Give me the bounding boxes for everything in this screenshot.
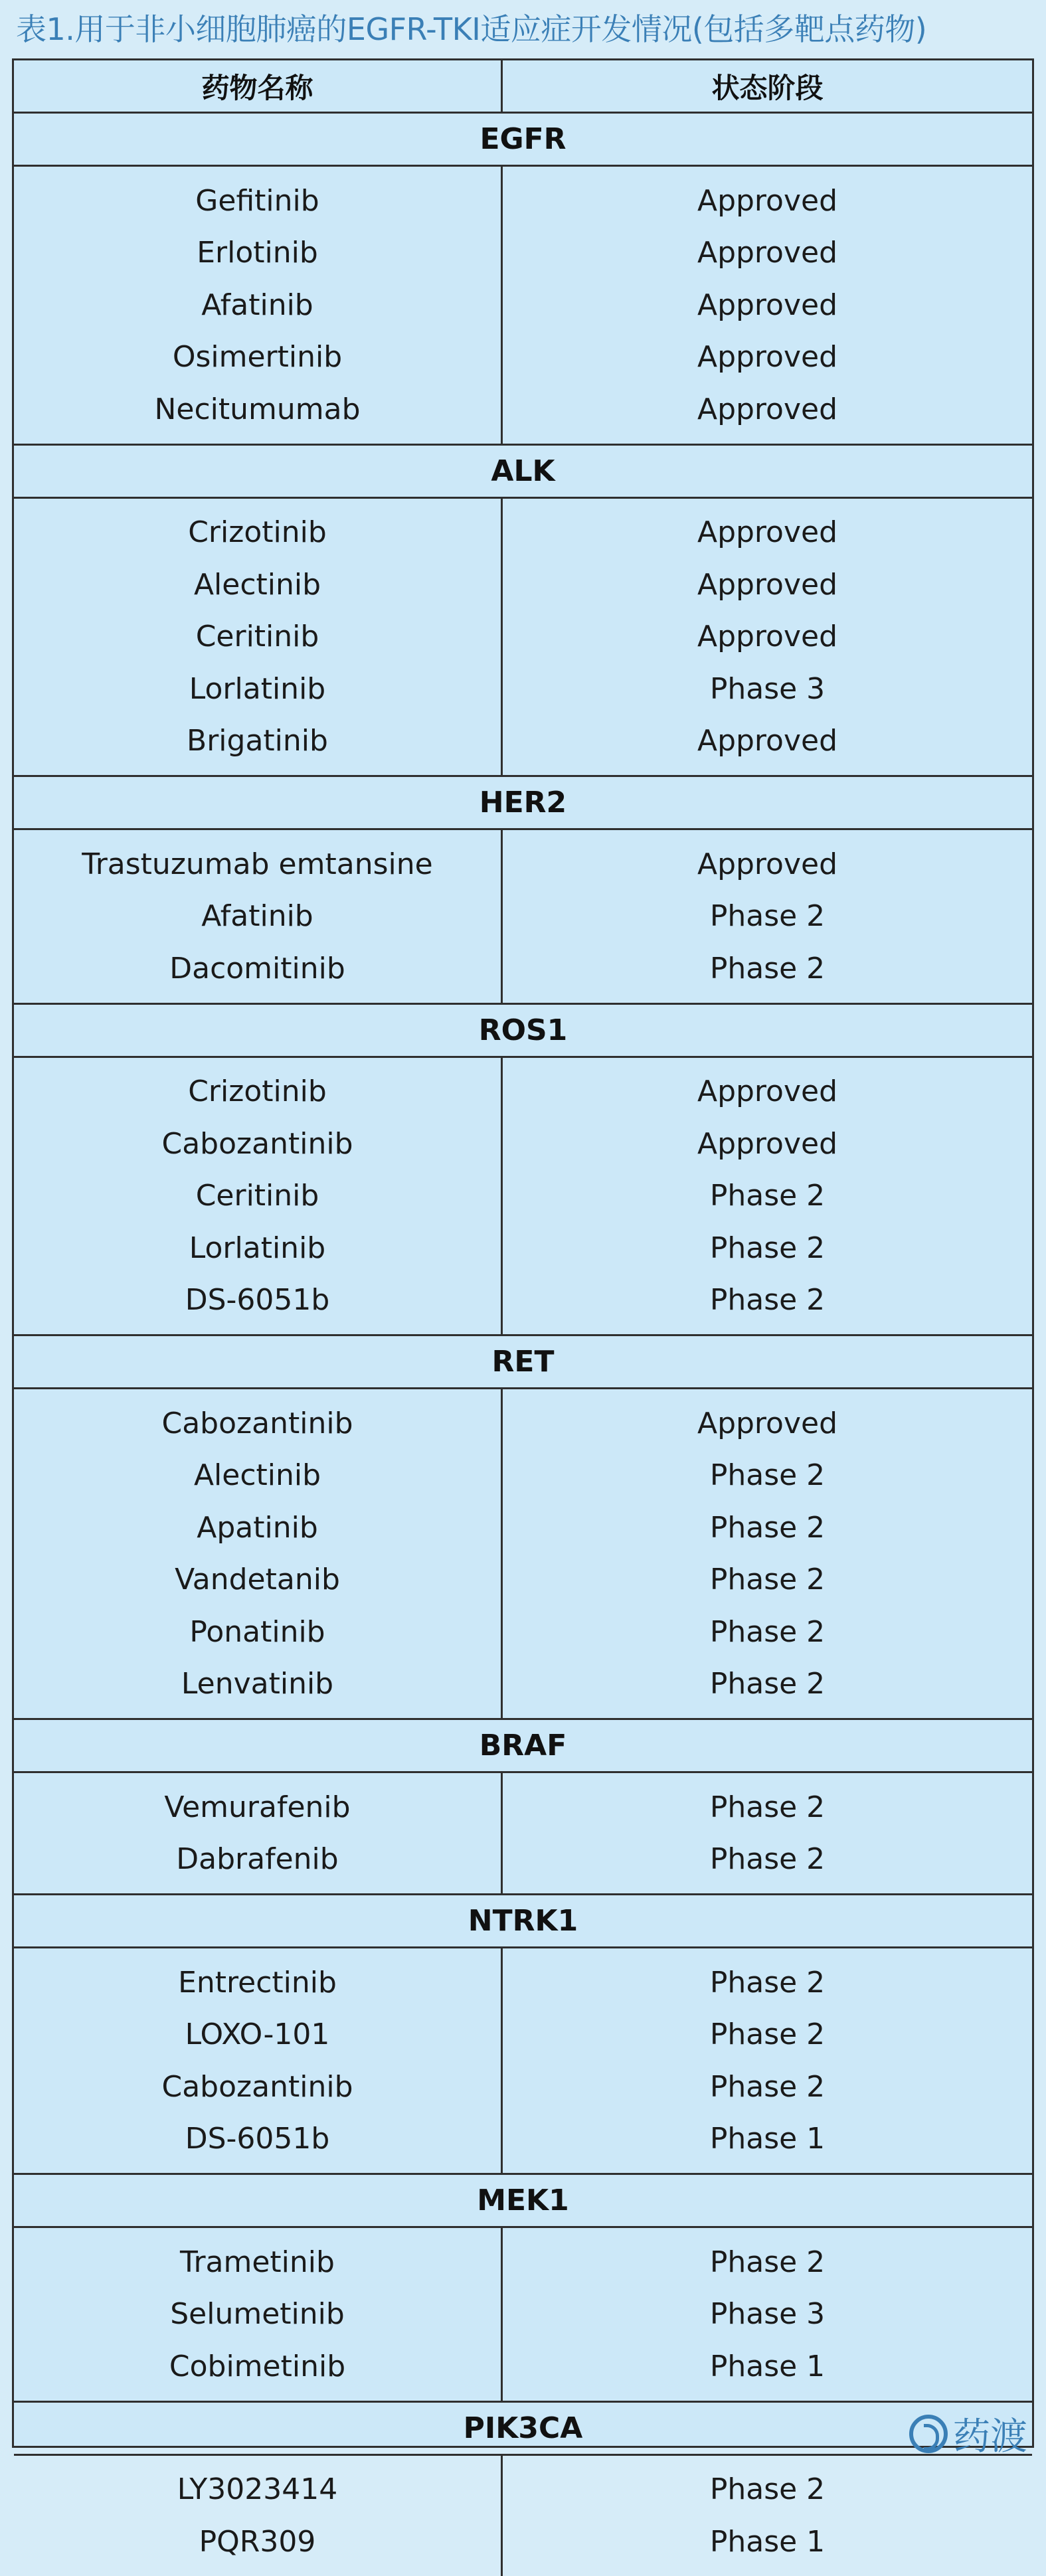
status-stage-cell: Approved [697,236,838,270]
status-stage-cell: Approved [697,847,838,881]
drug-name-cell: Alectinib [193,1458,321,1493]
group-body-mek1 [14,2228,1032,2403]
status-stage-cell: Approved [697,1074,838,1109]
status-stage-cell: Approved [697,515,838,550]
group-body-her2 [14,830,1032,1005]
status-stage-cell: Phase 2 [709,951,826,986]
status-stage-cell: Phase 2 [709,1842,826,1877]
drug-name-cell: Crizotinib [188,515,327,550]
group-title-ros1: ROS1 [14,1005,1032,1058]
drug-name-column [14,2456,503,2576]
status-stage-column [503,1948,1032,2173]
drug-name-cell: Cabozantinib [161,2069,353,2104]
status-stage-cell: Phase 2 [709,1283,826,1318]
status-stage-cell: Phase 2 [709,1667,826,1701]
drug-name-cell: Lenvatinib [181,1667,334,1701]
watermark-logo [909,2407,1027,2460]
drug-name-column [14,1773,503,1893]
status-stage-cell: Phase 2 [709,1179,826,1213]
drug-name-column [14,499,503,776]
drug-name-cell: Entrectinib [178,1965,337,2000]
header-drug-name: 药物名称 [14,60,503,112]
drug-name-cell: Gefitinib [195,183,319,218]
drug-name-column [14,830,503,1003]
group-title-alk: ALK [14,446,1032,499]
group-title-her2: HER2 [14,777,1032,830]
drug-name-column [14,1389,503,1718]
drug-name-column [14,1058,503,1335]
status-stage-cell: Phase 3 [709,671,826,706]
status-stage-column [503,167,1032,444]
drug-name-column [14,1948,503,2173]
group-body-ret [14,1389,1032,1720]
table-groups [14,114,1032,2576]
status-stage-column [503,1773,1032,1893]
status-stage-cell: Phase 2 [709,2069,826,2104]
status-stage-cell: Phase 2 [709,1458,826,1493]
drug-name-cell: Dacomitinib [169,951,345,986]
drug-table [12,58,1034,2559]
status-stage-column [503,2228,1032,2401]
status-stage-cell: Phase 2 [709,1614,826,1649]
drug-name-cell: PQR309 [199,2524,316,2559]
status-stage-cell: Phase 2 [709,2245,826,2279]
status-stage-cell: Approved [697,1126,838,1161]
status-stage-cell: Approved [697,724,838,758]
group-body-ntrk1 [14,1948,1032,2175]
status-stage-cell: Phase 1 [709,2524,826,2559]
status-stage-cell: Phase 1 [709,2349,826,2383]
drug-name-cell: Apatinib [197,1510,318,1545]
group-title-egfr: EGFR [14,114,1032,167]
drug-name-column [14,2228,503,2401]
drug-name-cell: Alectinib [193,567,321,602]
status-stage-cell: Phase 2 [709,2018,826,2052]
status-stage-cell: Approved [697,1406,838,1440]
group-title-ret: RET [14,1336,1032,1389]
group-body-alk [14,499,1032,778]
status-stage-cell: Phase 2 [709,2472,826,2507]
status-stage-cell: Phase 3 [709,2297,826,2332]
drug-name-cell: Dabrafenib [176,1842,339,1877]
drug-name-cell: Vandetanib [175,1563,340,1597]
status-stage-cell: Phase 2 [709,1965,826,2000]
drug-name-cell: Vemurafenib [164,1790,351,1824]
group-title-braf: BRAF [14,1720,1032,1773]
group-body-pik3ca [14,2456,1032,2576]
drug-name-cell: Ponatinib [189,1614,325,1649]
drug-name-cell: Selumetinib [170,2297,345,2332]
drug-name-cell: LOXO-101 [185,2018,330,2052]
status-stage-column [503,1389,1032,1718]
status-stage-cell: Phase 2 [709,899,826,934]
status-stage-cell: Approved [697,340,838,375]
drug-name-cell: Cobimetinib [169,2349,346,2383]
status-stage-column [503,499,1032,776]
status-stage-cell: Approved [697,392,838,426]
drug-name-cell: Ceritinib [195,620,319,654]
watermark-text: 药渡 [953,2415,1027,2458]
page-title: 表1.用于非小细胞肺癌的EGFR-TKI适应症开发情况(包括多靶点药物) [16,11,927,47]
drug-name-column [14,167,503,444]
drug-name-cell: Brigatinib [187,724,328,758]
group-body-braf [14,1773,1032,1895]
group-title-mek1: MEK1 [14,2175,1032,2228]
group-title-ntrk1: NTRK1 [14,1895,1032,1948]
drug-name-cell: Afatinib [201,899,313,934]
status-stage-cell: Approved [697,288,838,322]
status-stage-cell: Approved [697,567,838,602]
status-stage-cell: Phase 2 [709,1563,826,1597]
status-stage-cell: Approved [697,620,838,654]
drug-name-cell: Osimertinib [172,340,343,375]
drug-name-cell: Lorlatinib [189,1231,326,1265]
drug-name-cell: Crizotinib [188,1074,327,1109]
drug-name-cell: Trastuzumab emtansine [82,847,433,881]
status-stage-cell: Approved [697,183,838,218]
drug-name-cell: Trametinib [180,2245,335,2279]
status-stage-cell: Phase 2 [709,1231,826,1265]
group-body-ros1 [14,1058,1032,1337]
group-body-egfr [14,167,1032,446]
status-stage-column [503,2456,1032,2576]
drug-name-cell: Afatinib [201,288,313,322]
status-stage-cell: Phase 2 [709,1510,826,1545]
status-stage-column [503,1058,1032,1335]
drug-name-cell: DS-6051b [185,2122,330,2156]
table-header-row [14,60,1032,114]
group-title-pik3ca: PIK3CA [14,2403,1032,2456]
drug-name-cell: Necitumumab [154,392,361,426]
status-stage-column [503,830,1032,1003]
drug-name-cell: Cabozantinib [161,1406,353,1440]
drug-name-cell: DS-6051b [185,1283,330,1318]
yaodu-logo-icon [909,2415,948,2453]
header-status-stage: 状态阶段 [711,71,824,104]
drug-name-cell: Ceritinib [195,1179,319,1213]
status-stage-cell: Phase 1 [709,2122,826,2156]
drug-name-cell: LY3023414 [177,2472,338,2507]
drug-name-cell: Erlotinib [197,236,318,270]
drug-name-cell: Cabozantinib [161,1126,353,1161]
status-stage-cell: Phase 2 [709,1790,826,1824]
drug-name-cell: Lorlatinib [189,671,326,706]
